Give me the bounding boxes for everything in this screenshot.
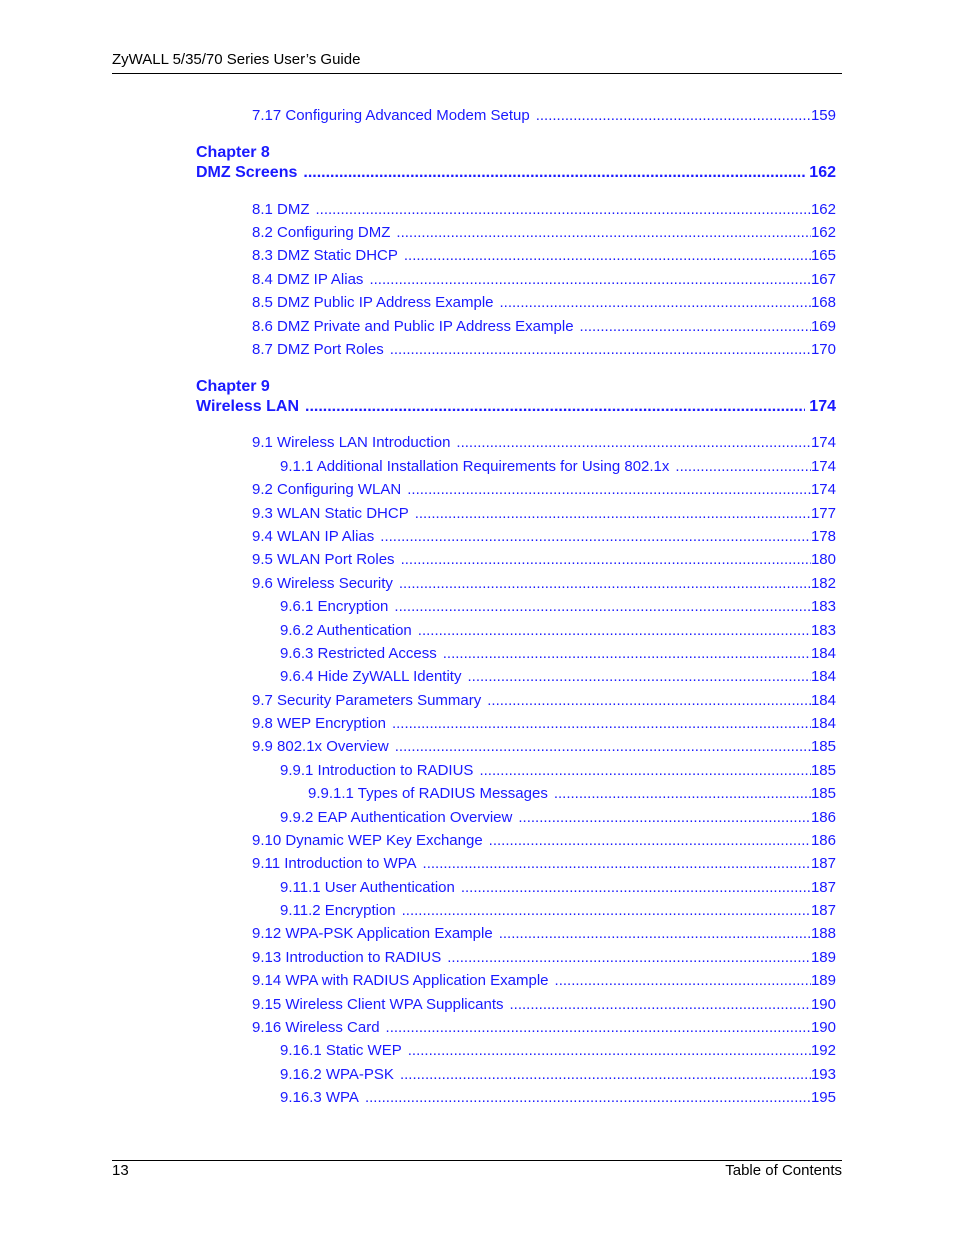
dot-leader [399, 574, 811, 594]
toc-entry-title: 9.1 Wireless LAN Introduction [252, 434, 451, 451]
dot-leader [369, 270, 811, 290]
chapter-label: Chapter 8 [196, 144, 270, 161]
toc-entry-title: 9.6.2 Authentication [280, 622, 412, 639]
toc-entry-title: 9.12 WPA-PSK Application Example [252, 925, 493, 942]
toc-entry-page-number: 185 [810, 785, 836, 802]
toc-entry-title: 9.16.2 WPA-PSK [280, 1066, 394, 1083]
dot-leader [395, 737, 811, 757]
page-header-title: ZyWALL 5/35/70 Series User’s Guide [112, 51, 361, 68]
toc-entry-title: 8.5 DMZ Public IP Address Example [252, 294, 494, 311]
toc-entry-title: 9.2 Configuring WLAN [252, 481, 402, 498]
toc-entry-link[interactable] [252, 504, 836, 524]
toc-entry-title: 9.9 802.1x Overview [252, 738, 389, 755]
toc-entry-link[interactable] [252, 270, 836, 290]
toc-entry-link[interactable] [252, 200, 836, 220]
toc-entry-link[interactable] [252, 574, 836, 594]
toc-entry-page-number: 189 [810, 972, 836, 989]
dot-leader [401, 550, 811, 570]
toc-entry-page-number: 186 [810, 832, 836, 849]
toc-entry-title: 9.7 Security Parameters Summary [252, 692, 482, 709]
toc-entry-page-number: 174 [810, 481, 836, 498]
toc-entry-page-number: 184 [810, 715, 836, 732]
toc-entry-title: 9.4 WLAN IP Alias [252, 528, 375, 545]
dot-leader [390, 340, 811, 360]
dot-leader [303, 163, 805, 183]
toc-entry-title: 9.11.2 Encryption [280, 902, 396, 919]
dot-leader [510, 995, 811, 1015]
toc-entry-page-number: 177 [810, 505, 836, 522]
toc-entry-link[interactable] [252, 317, 836, 337]
dot-leader [580, 317, 811, 337]
toc-entry-title: 9.8 WEP Encryption [252, 715, 386, 732]
toc-entry-page-number: 184 [810, 692, 836, 709]
toc-entry-link[interactable] [252, 1018, 836, 1038]
toc-entry-title: 9.9.2 EAP Authentication Overview [280, 809, 513, 826]
toc-entry-page-number: 168 [810, 294, 836, 311]
dot-leader [316, 200, 811, 220]
toc-entry-page-number: 178 [810, 528, 836, 545]
toc-entry-link[interactable] [252, 106, 836, 126]
toc-entry-page-number: 162 [810, 224, 836, 241]
toc-entry-page-number: 174 [809, 398, 836, 415]
chapter-label: Chapter 9 [196, 378, 270, 395]
toc-entry-link[interactable] [280, 597, 836, 617]
toc-entry-page-number: 162 [810, 201, 836, 218]
toc-entry-title: 9.16.1 Static WEP [280, 1042, 402, 1059]
toc-entry-page-number: 167 [810, 271, 836, 288]
dot-leader [499, 924, 811, 944]
toc-entry-page-number: 187 [810, 855, 836, 872]
dot-leader [554, 784, 811, 804]
dot-leader [536, 106, 811, 126]
footer-page-number: 13 [112, 1162, 129, 1179]
toc-entry-title: 9.16.3 WPA [280, 1089, 359, 1106]
dot-leader [415, 504, 811, 524]
toc-entry-page-number: 174 [810, 434, 836, 451]
toc-entry-title: 9.9.1.1 Types of RADIUS Messages [308, 785, 548, 802]
toc-entry-page-number: 183 [810, 622, 836, 639]
toc-entry-title: 9.13 Introduction to RADIUS [252, 949, 442, 966]
toc-entry-link[interactable] [252, 737, 836, 757]
toc-entry-title: 9.1.1 Additional Installation Requirements for Using 802.1x [280, 458, 670, 475]
toc-entry-link[interactable] [252, 924, 836, 944]
toc-entry-page-number: 184 [810, 645, 836, 662]
toc-entry-page-number: 162 [809, 164, 836, 181]
toc-entry-link[interactable] [252, 293, 836, 313]
toc-entry-link[interactable] [280, 644, 836, 664]
toc-entry-title: 9.6 Wireless Security [252, 575, 393, 592]
toc-entry-link[interactable] [252, 691, 836, 711]
toc-entry-page-number: 187 [810, 879, 836, 896]
toc-entry-page-number: 186 [810, 809, 836, 826]
toc-entry-title: 8.1 DMZ [252, 201, 310, 218]
toc-entry-page-number: 187 [810, 902, 836, 919]
toc-entry-page-number: 180 [810, 551, 836, 568]
toc-chapter-title-link[interactable] [196, 163, 836, 183]
toc-entry-link[interactable] [280, 1065, 836, 1085]
dot-leader [461, 878, 811, 898]
footer-rule [112, 1160, 842, 1161]
dot-leader [400, 1065, 811, 1085]
toc-entry-link[interactable] [308, 784, 836, 804]
toc-entry-title: 9.10 Dynamic WEP Key Exchange [252, 832, 483, 849]
toc-entry-title: 9.5 WLAN Port Roles [252, 551, 395, 568]
dot-leader [392, 714, 811, 734]
toc-entry-title: 8.7 DMZ Port Roles [252, 341, 384, 358]
toc-entry-link[interactable] [252, 831, 836, 851]
toc-entry-link[interactable] [252, 340, 836, 360]
toc-entry-title: 8.6 DMZ Private and Public IP Address Example [252, 318, 574, 335]
toc-entry-page-number: 190 [810, 996, 836, 1013]
toc-entry-link[interactable] [280, 621, 836, 641]
toc-entry-page-number: 184 [810, 668, 836, 685]
toc-entry-link[interactable] [252, 433, 836, 453]
toc-entry-title: 7.17 Configuring Advanced Modem Setup [252, 107, 530, 124]
toc-entry-link[interactable] [252, 854, 836, 874]
toc-entry-link[interactable] [252, 246, 836, 266]
toc-entry-link[interactable] [252, 527, 836, 547]
toc-entry-title: 8.4 DMZ IP Alias [252, 271, 364, 288]
toc-entry-title: 9.3 WLAN Static DHCP [252, 505, 409, 522]
toc-entry-link[interactable] [280, 808, 836, 828]
dot-leader [408, 1041, 811, 1061]
toc-entry-page-number: 195 [810, 1089, 836, 1106]
dot-leader [402, 901, 811, 921]
dot-leader [380, 527, 811, 547]
dot-leader [489, 831, 811, 851]
toc-entry-page-number: 193 [810, 1066, 836, 1083]
toc-entry-link[interactable] [280, 901, 836, 921]
dot-leader [365, 1088, 811, 1108]
toc-entry-title: 9.16 Wireless Card [252, 1019, 380, 1036]
dot-leader [456, 433, 811, 453]
dot-leader [423, 854, 811, 874]
dot-leader [396, 223, 811, 243]
toc-entry-link[interactable] [280, 1041, 836, 1061]
dot-leader [447, 948, 811, 968]
toc-entry-title: 9.11 Introduction to WPA [252, 855, 417, 872]
dot-leader [386, 1018, 811, 1038]
toc-entry-link[interactable] [252, 948, 836, 968]
toc-entry-page-number: 188 [810, 925, 836, 942]
dot-leader [305, 397, 805, 417]
toc-entry-page-number: 174 [810, 458, 836, 475]
toc-entry-title: 9.9.1 Introduction to RADIUS [280, 762, 474, 779]
dot-leader [487, 691, 811, 711]
toc-entry-title: 9.14 WPA with RADIUS Application Example [252, 972, 549, 989]
toc-chapter-title-link[interactable] [196, 397, 836, 417]
footer-section-title: Table of Contents [725, 1162, 842, 1179]
toc-entry-title: 9.15 Wireless Client WPA Supplicants [252, 996, 504, 1013]
dot-leader [467, 667, 810, 687]
toc-entry-page-number: 192 [810, 1042, 836, 1059]
toc-entry-page-number: 190 [810, 1019, 836, 1036]
toc-entry-page-number: 159 [810, 107, 836, 124]
toc-entry-page-number: 165 [810, 247, 836, 264]
dot-leader [407, 480, 811, 500]
toc-entry-title: Wireless LAN [196, 398, 299, 415]
dot-leader [479, 761, 811, 781]
dot-leader [394, 597, 811, 617]
dot-leader [500, 293, 811, 313]
toc-entry-title: 8.2 Configuring DMZ [252, 224, 391, 241]
dot-leader [418, 621, 811, 641]
toc-entry-link[interactable] [252, 223, 836, 243]
dot-leader [443, 644, 811, 664]
dot-leader [404, 246, 811, 266]
toc-entry-page-number: 182 [810, 575, 836, 592]
dot-leader [555, 971, 811, 991]
toc-entry-link[interactable] [280, 457, 836, 477]
toc-entry-link[interactable] [280, 667, 836, 687]
toc-entry-title: 9.11.1 User Authentication [280, 879, 455, 896]
toc-entry-link[interactable] [252, 480, 836, 500]
toc-entry-link[interactable] [252, 714, 836, 734]
toc-entry-page-number: 185 [810, 762, 836, 779]
toc-entry-link[interactable] [252, 550, 836, 570]
toc-entry-link[interactable] [252, 971, 836, 991]
toc-entry-page-number: 170 [810, 341, 836, 358]
toc-entry-page-number: 169 [810, 318, 836, 335]
toc-entry-page-number: 183 [810, 598, 836, 615]
toc-entry-title: 9.6.4 Hide ZyWALL Identity [280, 668, 462, 685]
toc-entry-title: DMZ Screens [196, 164, 298, 181]
toc-entry-title: 9.6.3 Restricted Access [280, 645, 437, 662]
toc-entry-link[interactable] [280, 761, 836, 781]
toc-entry-link[interactable] [252, 995, 836, 1015]
toc-entry-link[interactable] [280, 878, 836, 898]
dot-leader [675, 457, 811, 477]
dot-leader [518, 808, 811, 828]
toc-entry-title: 9.6.1 Encryption [280, 598, 389, 615]
toc-entry-page-number: 189 [810, 949, 836, 966]
toc-entry-title: 8.3 DMZ Static DHCP [252, 247, 398, 264]
toc-entry-link[interactable] [280, 1088, 836, 1108]
toc-entry-page-number: 185 [810, 738, 836, 755]
